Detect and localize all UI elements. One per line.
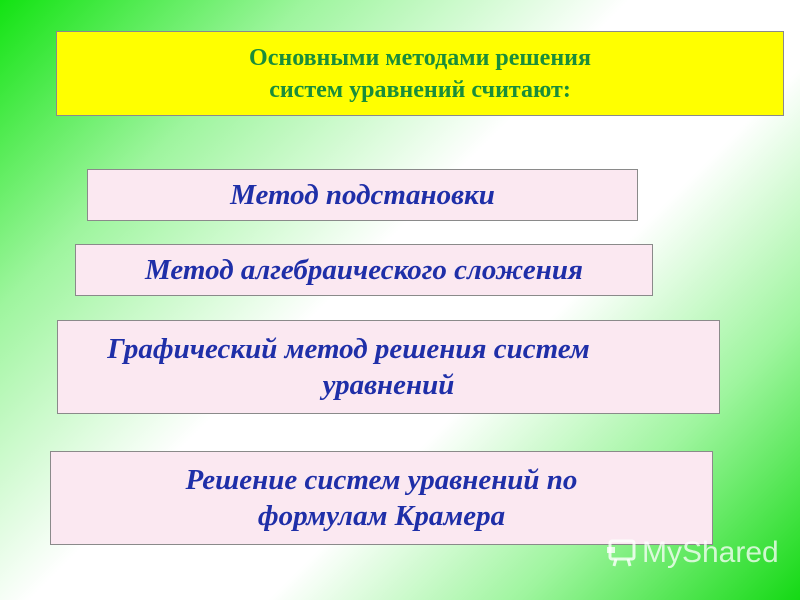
method-box-cramer (50, 451, 713, 545)
method-label-line-2: формулам Крамера (257, 500, 506, 532)
method-label-line-1: Решение систем уравнений по (185, 464, 578, 496)
method-label-line-1: Графический метод решения систем (107, 333, 590, 365)
method-box-algebraic-addition (75, 244, 653, 296)
method-label-line-2: уравнений (322, 369, 455, 401)
method-box-substitution (87, 169, 638, 221)
watermark-text: MyShared (642, 536, 779, 569)
method-label: Метод подстановки (230, 179, 495, 211)
method-label: Метод алгебраического сложения (145, 254, 583, 286)
method-box-graphical (57, 320, 720, 414)
presentation-board-icon (606, 539, 636, 567)
watermark (606, 536, 779, 570)
title-box (56, 31, 784, 116)
title-line-2: систем уравнений считают: (269, 76, 571, 103)
title-line-1: Основными методами решения (249, 44, 591, 71)
